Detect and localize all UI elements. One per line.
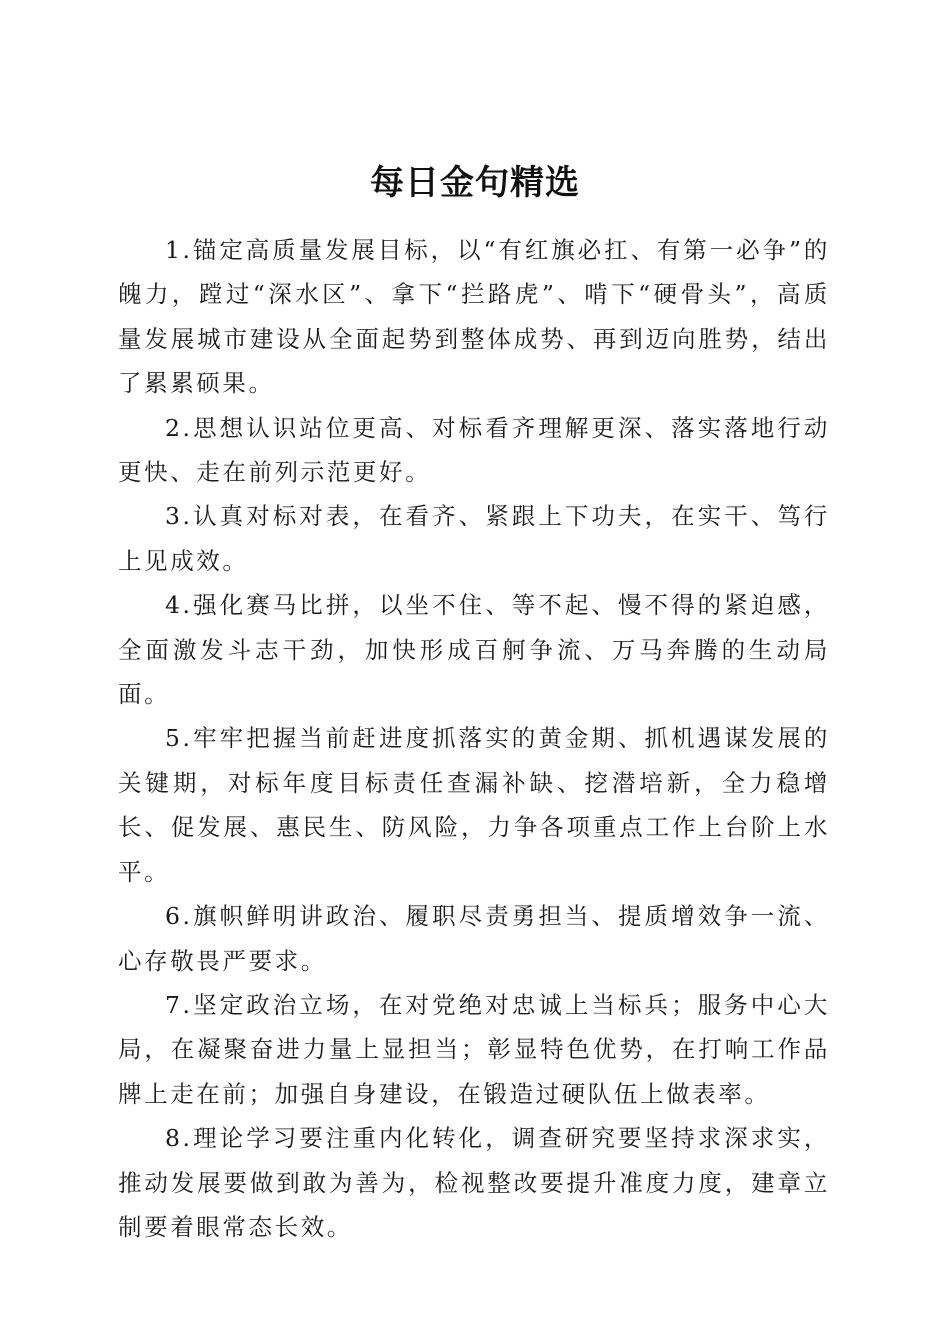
paragraph-5: 5.牢牢把握当前赶进度抓落实的黄金期、抓机遇谋发展的关键期，对标年度目标责任查漏补缺、挖潜培新，全力稳增长、促发展、惠民生、防风险，力争各项重点工作上台阶上水平。: [118, 724, 830, 886]
paragraph-6: 6.旗帜鲜明讲政治、履职尽责勇担当、提质增效争一流、心存敬畏严要求。: [118, 902, 830, 975]
document-body: [118, 228, 830, 1249]
paragraph-2: 2.思想认识站位更高、对标看齐理解更深、落实落地行动更快、走在前列示范更好。: [118, 413, 830, 487]
paragraph-8: 8.理论学习要注重内化转化，调查研究要坚持求深求实，推动发展要做到敢为善为，检视整改要提升准度力度，建章立制要着眼常态长效。: [118, 1124, 830, 1241]
paragraph-4: 4.强化赛马比拼，以坐不住、等不起、慢不得的紧迫感，全面激发斗志干劲，加快形成百舸争流、万马奔腾的生动局面。: [118, 591, 830, 709]
paragraph-3: 3.认真对标对表，在看齐、紧跟上下功夫，在实干、笃行上见成效。: [118, 502, 830, 575]
paragraph-7: 7.坚定政治立场，在对党绝对忠诚上当标兵；服务中心大局，在凝聚奋进力量上显担当；彰显特色优势，在打响工作品牌上走在前；加强自身建设，在锻造过硬队伍上做表率。: [118, 990, 830, 1108]
paragraph-1: 1.锚定高质量发展目标，以“有红旗必扛、有第一必争”的魄力，蹚过“深水区”、拿下“拦路虎”、啃下“硬骨头”，高质量发展城市建设从全面起势到整体成势、再到迈向胜势，结出了累累硕果。: [118, 236, 830, 398]
page-title: 每日金句精选: [370, 162, 580, 203]
